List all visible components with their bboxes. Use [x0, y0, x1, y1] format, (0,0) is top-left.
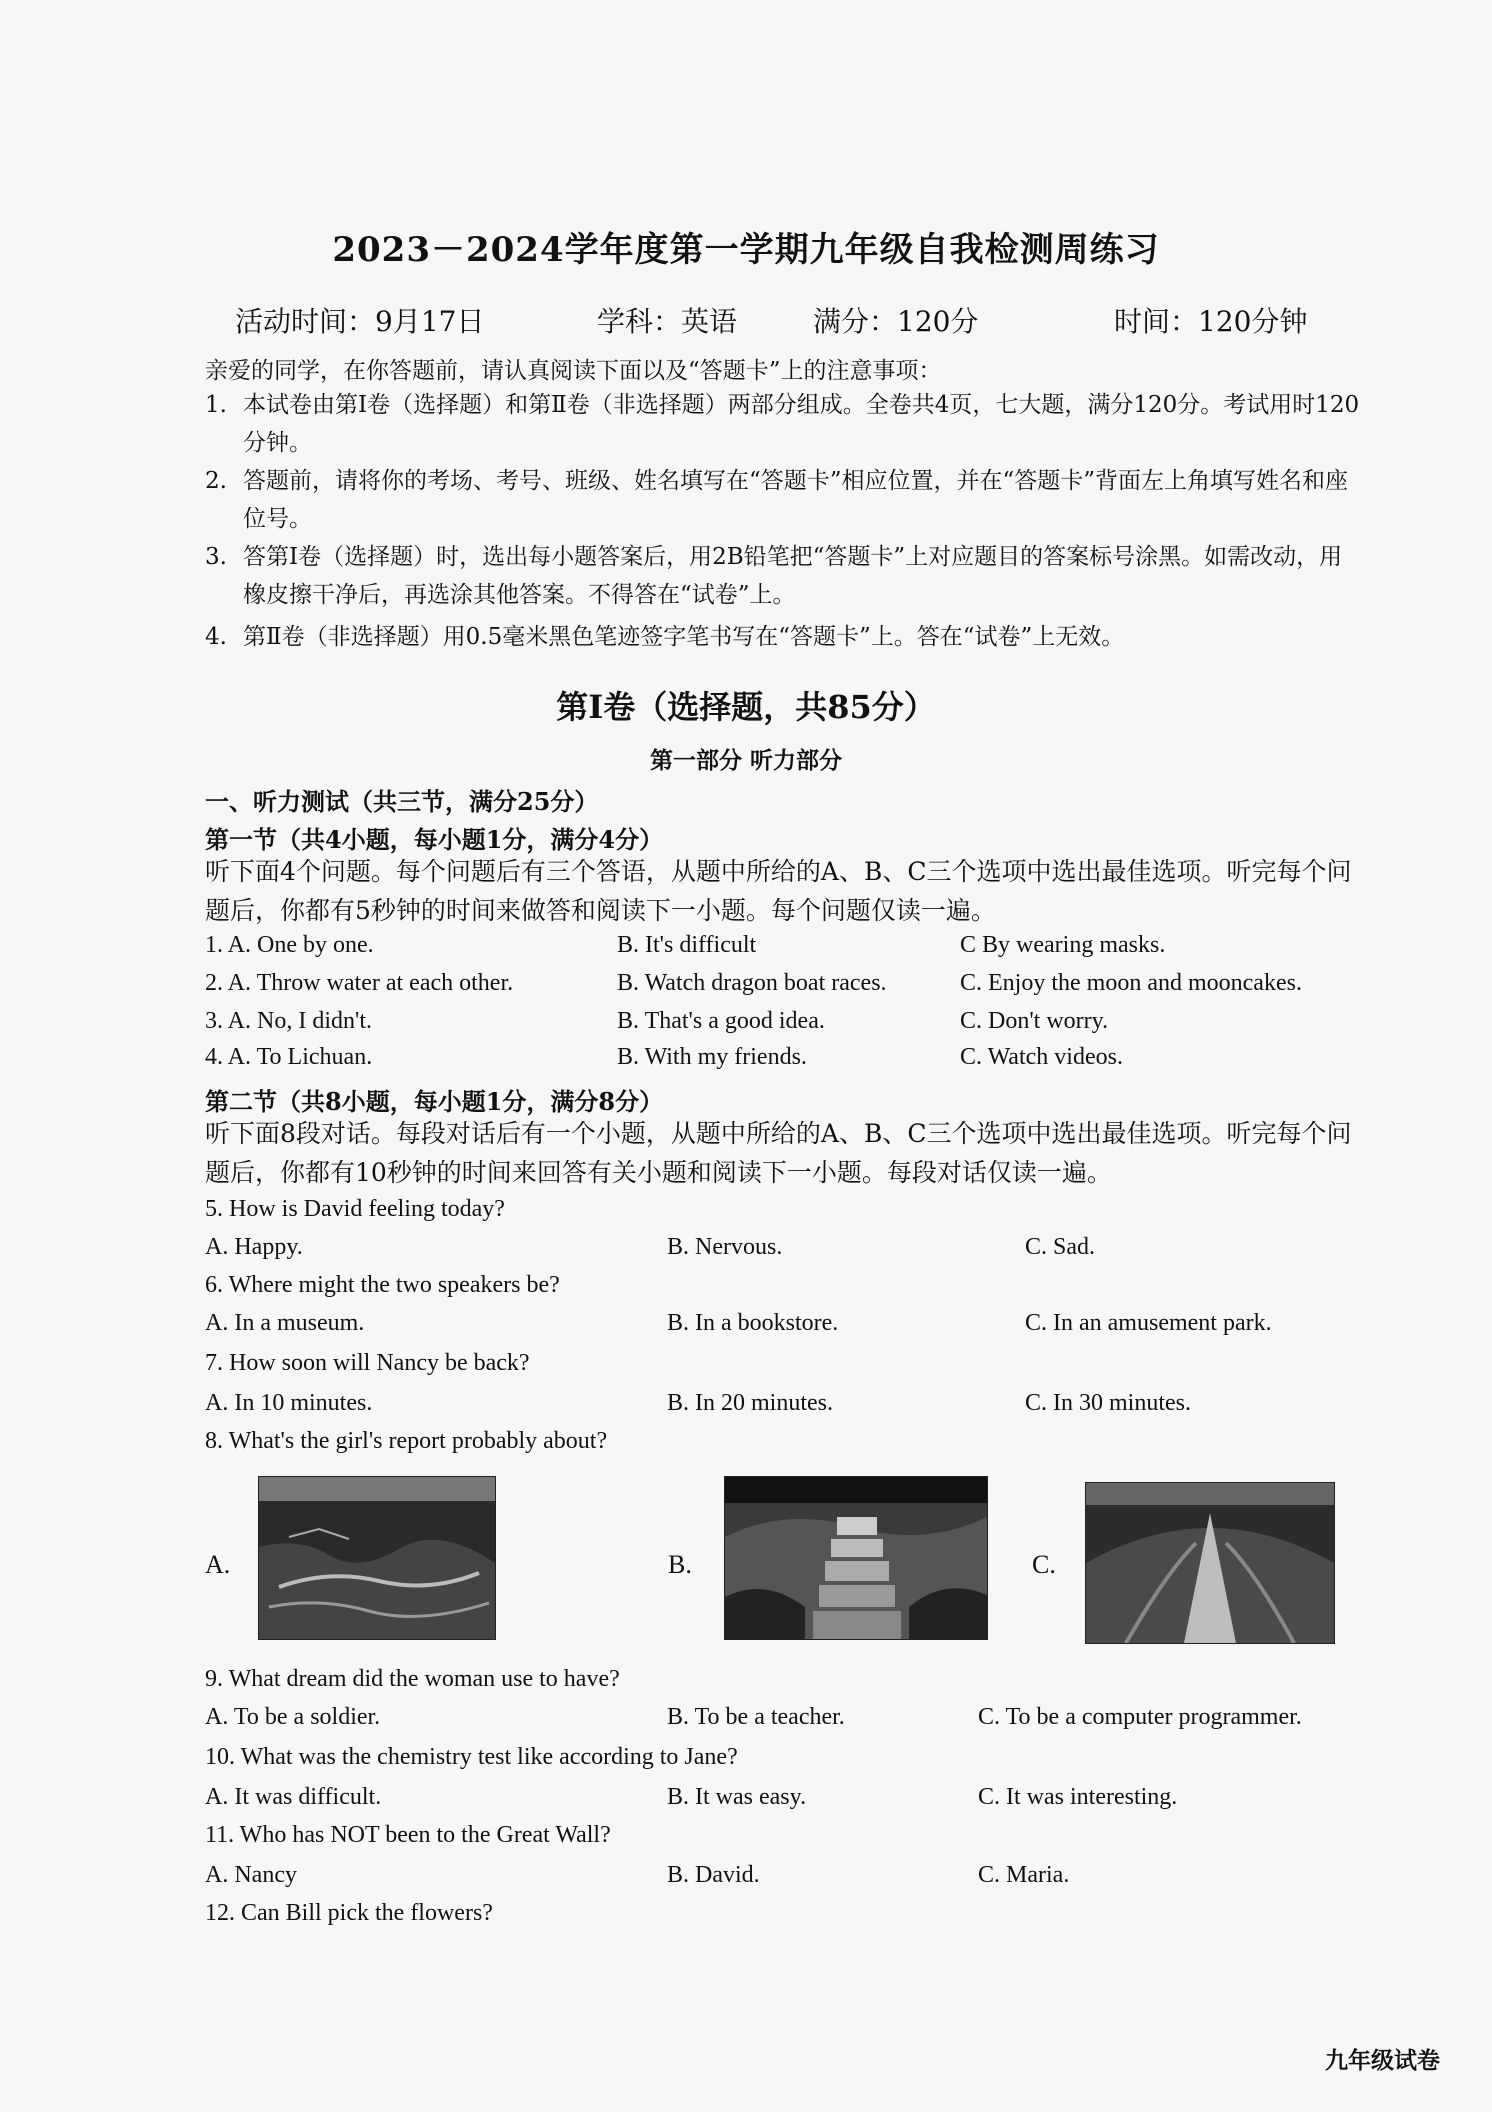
page-footer: 九年级试卷 — [1325, 2047, 1440, 2074]
option-c: C. Maria. — [978, 1862, 1070, 1888]
option-b: B. In a bookstore. — [667, 1310, 839, 1336]
notice-item — [205, 618, 1360, 656]
option-b: B. It's difficult — [617, 932, 757, 958]
notice-number: 4. — [205, 624, 227, 650]
option-c: C. It was interesting. — [978, 1784, 1178, 1810]
question-text: 11. Who has NOT been to the Great Wall? — [205, 1822, 611, 1848]
option-a: 4. A. To Lichuan. — [205, 1044, 373, 1070]
exam-subject: 学科：英语 — [597, 305, 738, 338]
question-row — [0, 1390, 1492, 1426]
question-row — [0, 1008, 1492, 1044]
notice-item — [205, 538, 1360, 614]
exam-meta — [235, 300, 1355, 340]
option-a: 1. A. One by one. — [205, 932, 374, 958]
question-text: 8. What's the girl's report probably about? — [205, 1428, 608, 1454]
option-c: C. To be a computer programmer. — [978, 1704, 1302, 1730]
option-c-image — [1085, 1482, 1335, 1644]
question-text: 6. Where might the two speakers be? — [205, 1272, 560, 1298]
exam-score: 满分：120分 — [813, 305, 979, 338]
option-c: C. In 30 minutes. — [1025, 1390, 1191, 1416]
option-b: B. It was easy. — [667, 1784, 807, 1810]
option-b: B. That's a good idea. — [617, 1008, 825, 1034]
option-c: C. Sad. — [1025, 1234, 1096, 1260]
option-a: A. Nancy — [205, 1862, 297, 1888]
question-row — [0, 1234, 1492, 1270]
notice-item — [205, 462, 1360, 538]
option-c: C. Enjoy the moon and mooncakes. — [960, 970, 1302, 996]
subsection-instruction: 听下面8段对话。每段对话后有一个小题，从题中所给的A、B、C三个选项中选出最佳选项。听完每个问题后，你都有10秒钟的时间来回答有关小题和阅读下一小题。每段对话仅读一遍。 — [205, 1119, 1352, 1187]
exam-date: 活动时间：9月17日 — [235, 305, 485, 338]
notice-intro: 亲爱的同学，在你答题前，请认真阅读下面以及“答题卡”上的注意事项： — [205, 358, 942, 384]
option-b: B. With my friends. — [617, 1044, 807, 1070]
option-c: C. Watch videos. — [960, 1044, 1123, 1070]
subsection-heading: 第一节（共4小题，每小题1分，满分4分） — [205, 825, 664, 854]
notice-number: 1. — [205, 392, 227, 418]
question-row — [0, 1862, 1492, 1898]
question-row — [0, 970, 1492, 1006]
option-a: 3. A. No, I didn't. — [205, 1008, 372, 1034]
question-text: 7. How soon will Nancy be back? — [205, 1350, 530, 1376]
option-b: B. To be a teacher. — [667, 1704, 845, 1730]
subsection-heading: 第二节（共8小题，每小题1分，满分8分） — [205, 1087, 664, 1116]
option-a: A. To be a soldier. — [205, 1704, 381, 1730]
notice-text: 答题前，请将你的考场、考号、班级、姓名填写在“答题卡”相应位置，并在“答题卡”背面左上角填写姓名和座位号。 — [243, 468, 1349, 532]
option-a-image — [258, 1476, 496, 1640]
option-a: A. It was difficult. — [205, 1784, 382, 1810]
option-b-image — [724, 1476, 988, 1640]
question-row — [0, 1784, 1492, 1820]
question-row — [0, 1704, 1492, 1740]
image-option-b-label: B. — [668, 1550, 692, 1579]
question-row — [0, 1044, 1492, 1080]
subsection-instruction: 听下面4个问题。每个问题后有三个答语，从题中所给的A、B、C三个选项中选出最佳选项。听完每个问题后，你都有5秒钟的时间来做答和阅读下一小题。每个问题仅读一遍。 — [205, 857, 1352, 925]
notice-number: 2. — [205, 468, 227, 494]
exam-duration: 时间：120分钟 — [1114, 305, 1308, 338]
option-b: B. In 20 minutes. — [667, 1390, 833, 1416]
image-option-c-label: C. — [1032, 1550, 1056, 1579]
option-b: B. Nervous. — [667, 1234, 783, 1260]
notice-item — [205, 386, 1360, 462]
question-text: 9. What dream did the woman use to have? — [205, 1666, 620, 1692]
notice-text: 本试卷由第Ⅰ卷（选择题）和第Ⅱ卷（非选择题）两部分组成。全卷共4页，七大题，满分120分。考试用时120分钟。 — [243, 392, 1360, 456]
option-a: A. In a museum. — [205, 1310, 365, 1336]
question-row — [0, 1310, 1492, 1346]
question-text: 12. Can Bill pick the flowers? — [205, 1900, 493, 1926]
image-option-a-label: A. — [205, 1550, 231, 1579]
option-a: A. In 10 minutes. — [205, 1390, 373, 1416]
option-c: C. In an amusement park. — [1025, 1310, 1272, 1336]
part-title: 第一部分 听力部分 — [649, 747, 842, 774]
option-b: B. Watch dragon boat races. — [617, 970, 887, 996]
listening-heading: 一、听力测试（共三节，满分25分） — [205, 787, 599, 816]
option-a: A. Happy. — [205, 1234, 303, 1260]
option-a: 2. A. Throw water at each other. — [205, 970, 514, 996]
question-text: 10. What was the chemistry test like according to Jane? — [205, 1744, 738, 1770]
option-c: C. Don't worry. — [960, 1008, 1109, 1034]
notice-text: 答第Ⅰ卷（选择题）时，选出每小题答案后，用2B铅笔把“答题卡”上对应题目的答案标号涂黑。如需改动，用橡皮擦干净后，再选涂其他答案。不得答在“试卷”上。 — [243, 544, 1343, 608]
option-c: C By wearing masks. — [960, 932, 1166, 958]
section-title: 第Ⅰ卷（选择题，共85分） — [556, 688, 936, 726]
question-text: 5. How is David feeling today? — [205, 1196, 505, 1222]
option-b: B. David. — [667, 1862, 760, 1888]
notice-text: 第Ⅱ卷（非选择题）用0.5毫米黑色笔迹签字笔书写在“答题卡”上。答在“试卷”上无效。 — [243, 624, 1125, 650]
page-title: 2023－2024学年度第一学期九年级自我检测周练习 — [332, 230, 1160, 270]
notice-number: 3. — [205, 544, 227, 570]
question-row — [0, 932, 1492, 968]
